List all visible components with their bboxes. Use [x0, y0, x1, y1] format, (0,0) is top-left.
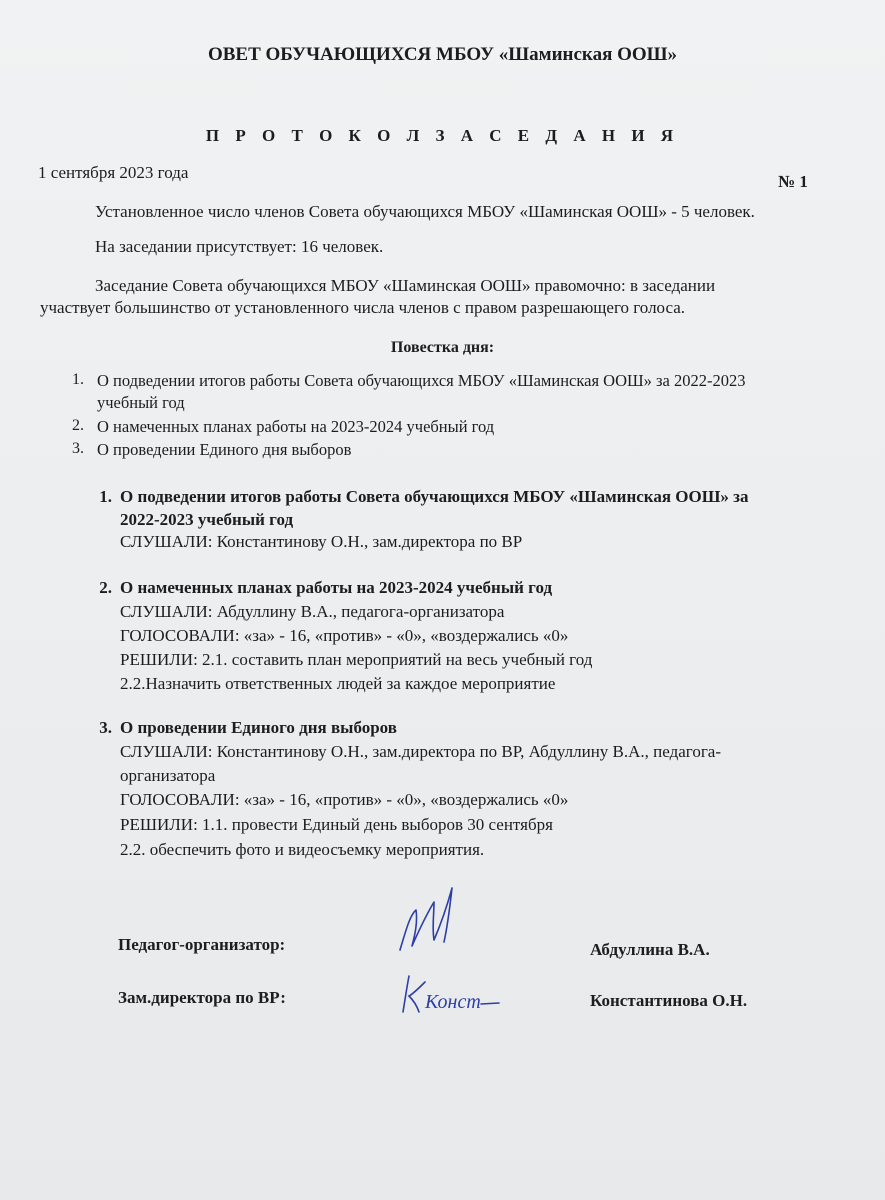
organization-heading: ОВЕТ ОБУЧАЮЩИХСЯ МБОУ «Шаминская ООШ»	[207, 44, 678, 65]
section-3-heading: О проведении Единого дня выборов	[120, 718, 397, 737]
intro-paragraph-3-line-1: Заседание Совета обучающихся МБОУ «Шаминская ООШ» правомочно: в заседании	[95, 276, 716, 295]
signatory-name: Константинова О.Н.	[590, 991, 748, 1010]
section-3-line: 2.2. обеспечить фото и видеосъемку мероприятия.	[120, 840, 485, 859]
agenda-item-2: О намеченных планах работы на 2023-2024 учебный год	[97, 417, 495, 436]
signature-role-label: Педагог-организатор:	[118, 935, 286, 954]
section-3-line: РЕШИЛИ: 1.1. провести Единый день выборов 30 сентября	[120, 815, 553, 834]
section-1-number: 1.	[99, 487, 112, 506]
protocol-number: № 1	[778, 172, 808, 191]
section-2-heading: О намеченных планах работы на 2023-2024 учебный год	[120, 578, 553, 597]
agenda-item-1-line-2: учебный год	[97, 393, 185, 412]
section-3-line: ГОЛОСОВАЛИ: «за» - 16, «против» - «0», «воздержались «0»	[120, 790, 569, 809]
section-2-line: ГОЛОСОВАЛИ: «за» - 16, «против» - «0», «воздержались «0»	[120, 626, 569, 645]
agenda-heading: Повестка дня:	[390, 339, 495, 356]
signature-handwriting: Конст	[425, 991, 481, 1013]
agenda-item-number: 3.	[72, 440, 84, 457]
handwritten-signature-2	[395, 968, 505, 1020]
intro-paragraph-3-line-2: участвует большинство от установленного числа членов с правом разрешающего голоса.	[40, 298, 686, 317]
intro-paragraph-1: Установленное число членов Совета обучающихся МБОУ «Шаминская ООШ» - 5 человек.	[95, 202, 755, 221]
section-2-line: 2.2.Назначить ответственных людей за каждое мероприятие	[120, 674, 556, 693]
protocol-title: П Р О Т О К О Л З А С Е Д А Н И Я	[205, 126, 680, 145]
signatory-name: Абдуллина В.А.	[590, 940, 710, 959]
section-1-heading-line-2: 2022-2023 учебный год	[120, 510, 294, 529]
agenda-item-3: О проведении Единого дня выборов	[97, 440, 352, 459]
agenda-item-number: 2.	[72, 417, 84, 434]
handwritten-signature-1	[388, 880, 478, 960]
section-3-number: 3.	[99, 718, 112, 737]
agenda-item-number: 1.	[72, 371, 84, 388]
section-2-line: СЛУШАЛИ: Абдуллину В.А., педагога-организатора	[120, 602, 505, 621]
intro-paragraph-2: На заседании присутствует: 16 человек.	[95, 237, 384, 256]
section-1-heading-line-1: О подведении итогов работы Совета обучающихся МБОУ «Шаминская ООШ» за	[120, 487, 749, 506]
signature-role-label: Зам.директора по ВР:	[118, 988, 286, 1007]
section-2-line: РЕШИЛИ: 2.1. составить план мероприятий на весь учебный год	[120, 650, 593, 669]
section-3-line: организатора	[120, 766, 216, 785]
section-1-line: СЛУШАЛИ: Константинову О.Н., зам.директора по ВР	[120, 532, 523, 551]
agenda-item-1-line-1: О подведении итогов работы Совета обучающихся МБОУ «Шаминская ООШ» за 2022-2023	[97, 371, 746, 390]
section-2-number: 2.	[99, 578, 112, 597]
meeting-date: 1 сентября 2023 года	[38, 163, 189, 182]
section-3-line: СЛУШАЛИ: Константинову О.Н., зам.директора по ВР, Абдуллину В.А., педагога-	[120, 742, 722, 761]
